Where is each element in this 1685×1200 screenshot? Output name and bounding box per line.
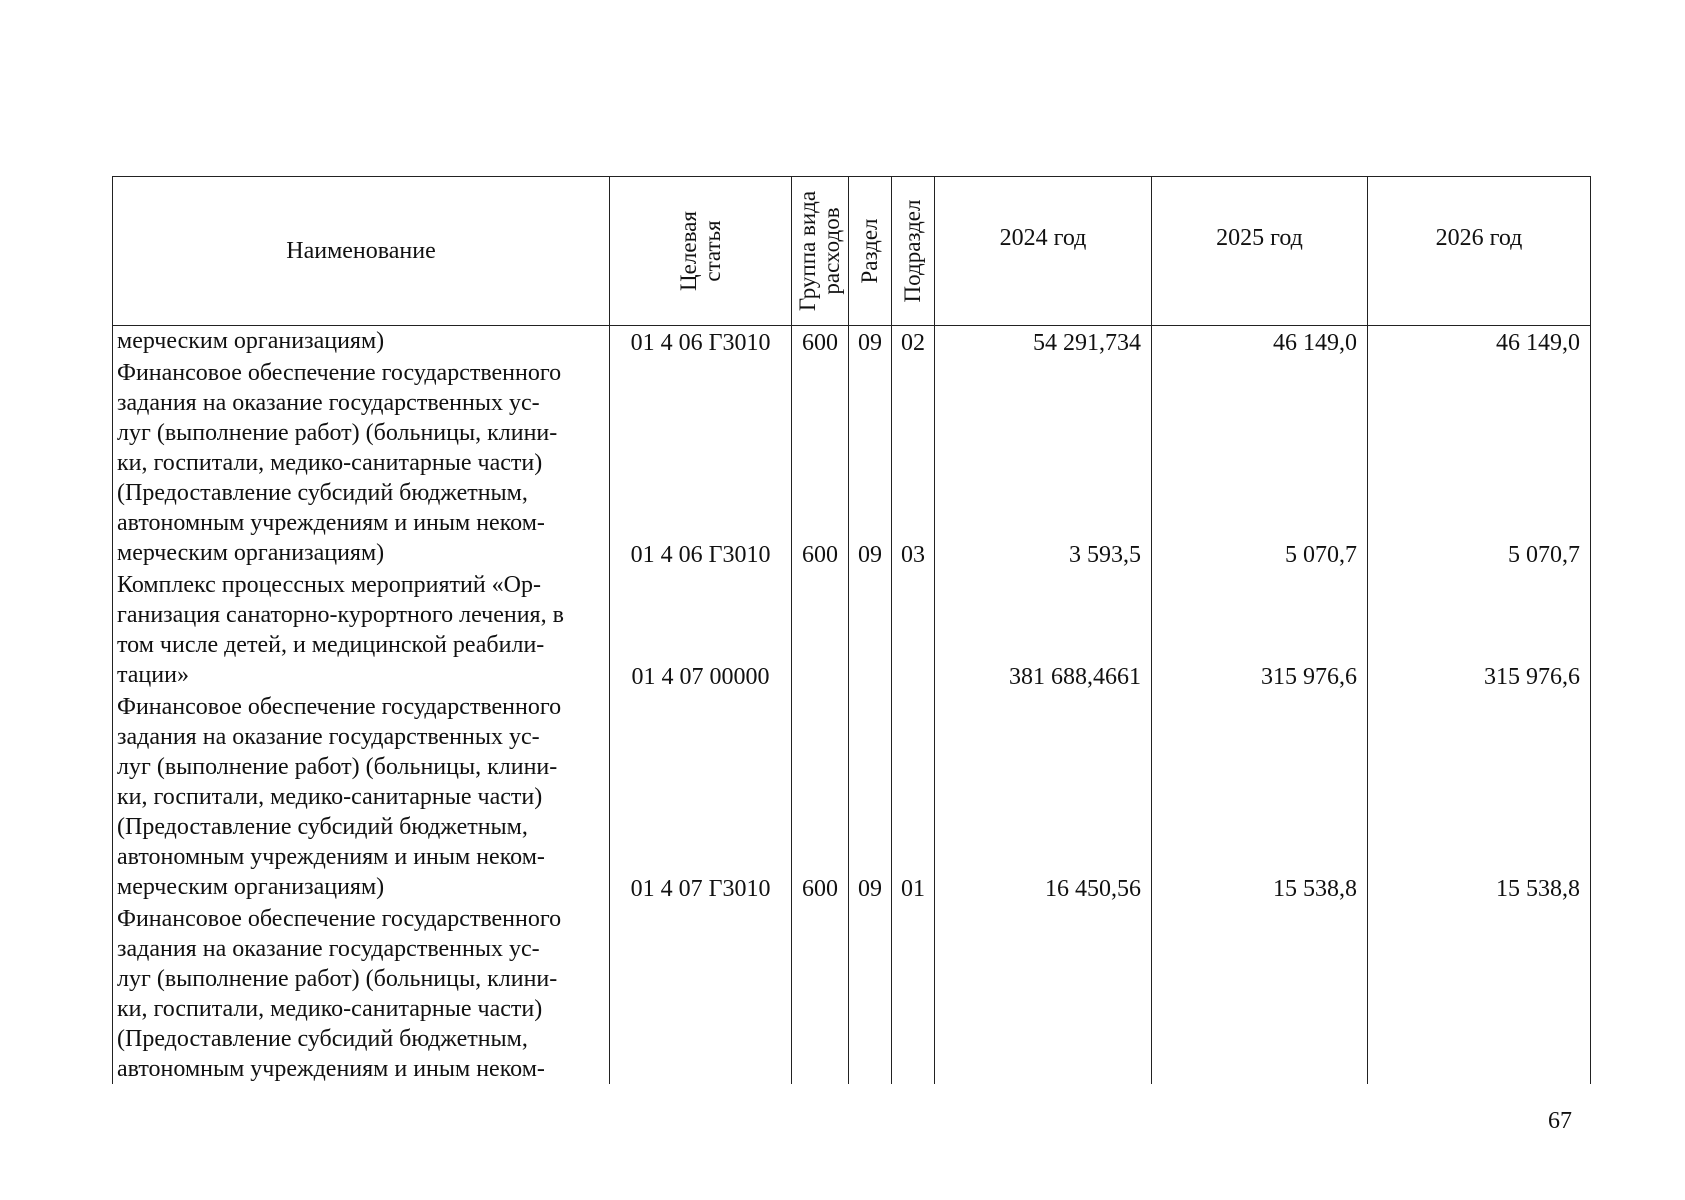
empty-cell xyxy=(849,812,892,842)
table-row xyxy=(113,722,1591,752)
empty-cell xyxy=(792,1024,849,1054)
row-section: 09 xyxy=(849,872,892,904)
empty-cell xyxy=(892,448,935,478)
row-name-line: мерческим организациям) xyxy=(113,538,610,570)
empty-cell xyxy=(792,842,849,872)
empty-cell xyxy=(935,388,1152,418)
empty-cell xyxy=(849,964,892,994)
empty-cell xyxy=(1152,630,1368,660)
empty-cell xyxy=(849,934,892,964)
row-name-line: автономным учреждениям и иным неком- xyxy=(113,1054,610,1084)
empty-cell xyxy=(1152,994,1368,1024)
row-name-line: задания на оказание государственных ус- xyxy=(113,722,610,752)
empty-cell xyxy=(610,842,792,872)
empty-cell xyxy=(610,722,792,752)
empty-cell xyxy=(935,722,1152,752)
empty-cell xyxy=(610,570,792,600)
empty-cell xyxy=(849,1024,892,1054)
row-expense-group xyxy=(792,1054,849,1084)
row-name-line: Комплекс процессных мероприятий «Ор- xyxy=(113,570,610,600)
empty-cell xyxy=(610,388,792,418)
row-expense-group: 600 xyxy=(792,326,849,359)
table-row xyxy=(113,630,1591,660)
empty-cell xyxy=(792,812,849,842)
row-target-article: 01 4 06 Г3010 xyxy=(610,538,792,570)
row-name-line: (Предоставление субсидий бюджетным, xyxy=(113,812,610,842)
table-row xyxy=(113,326,1591,359)
empty-cell xyxy=(935,752,1152,782)
empty-cell xyxy=(610,904,792,934)
header-2026: 2026 год xyxy=(1368,177,1591,326)
empty-cell xyxy=(792,782,849,812)
row-section xyxy=(849,660,892,692)
empty-cell xyxy=(1368,934,1591,964)
empty-cell xyxy=(610,964,792,994)
row-value-2024: 381 688,4661 xyxy=(935,660,1152,692)
empty-cell xyxy=(935,358,1152,388)
empty-cell xyxy=(935,934,1152,964)
row-value-2026: 5 070,7 xyxy=(1368,538,1591,570)
empty-cell xyxy=(892,388,935,418)
empty-cell xyxy=(1368,448,1591,478)
table-row xyxy=(113,782,1591,812)
empty-cell xyxy=(610,478,792,508)
empty-cell xyxy=(935,418,1152,448)
row-section: 09 xyxy=(849,538,892,570)
table-row xyxy=(113,570,1591,600)
empty-cell xyxy=(849,692,892,722)
table-row xyxy=(113,448,1591,478)
empty-cell xyxy=(935,1024,1152,1054)
table-row xyxy=(113,842,1591,872)
empty-cell xyxy=(892,358,935,388)
empty-cell xyxy=(849,904,892,934)
empty-cell xyxy=(892,782,935,812)
empty-cell xyxy=(1152,1024,1368,1054)
row-name-line: ки, госпитали, медико-санитарные части) xyxy=(113,782,610,812)
empty-cell xyxy=(849,448,892,478)
row-name-line: задания на оказание государственных ус- xyxy=(113,388,610,418)
empty-cell xyxy=(1152,722,1368,752)
table-row xyxy=(113,1024,1591,1054)
row-subsection: 01 xyxy=(892,872,935,904)
empty-cell xyxy=(610,752,792,782)
empty-cell xyxy=(792,508,849,538)
empty-cell xyxy=(792,448,849,478)
empty-cell xyxy=(1368,782,1591,812)
table-header xyxy=(113,177,1591,326)
empty-cell xyxy=(935,448,1152,478)
header-name: Наименование xyxy=(113,177,610,326)
empty-cell xyxy=(792,630,849,660)
row-section xyxy=(849,1054,892,1084)
empty-cell xyxy=(892,752,935,782)
empty-cell xyxy=(1152,600,1368,630)
empty-cell xyxy=(610,812,792,842)
row-name-line: мерческим организациям) xyxy=(113,326,610,359)
table-row xyxy=(113,752,1591,782)
empty-cell xyxy=(892,1024,935,1054)
row-target-article: 01 4 06 Г3010 xyxy=(610,326,792,359)
row-name-line: том числе детей, и медицинской реабили- xyxy=(113,630,610,660)
empty-cell xyxy=(849,722,892,752)
row-value-2024 xyxy=(935,1054,1152,1084)
empty-cell xyxy=(1368,570,1591,600)
empty-cell xyxy=(892,600,935,630)
row-name-line: луг (выполнение работ) (больницы, клини- xyxy=(113,418,610,448)
table-row xyxy=(113,872,1591,904)
table-row xyxy=(113,1054,1591,1084)
empty-cell xyxy=(610,418,792,448)
row-name-line: ки, госпитали, медико-санитарные части) xyxy=(113,994,610,1024)
empty-cell xyxy=(849,570,892,600)
empty-cell xyxy=(792,752,849,782)
empty-cell xyxy=(610,600,792,630)
empty-cell xyxy=(792,600,849,630)
row-expense-group: 600 xyxy=(792,872,849,904)
empty-cell xyxy=(1152,388,1368,418)
empty-cell xyxy=(1368,994,1591,1024)
empty-cell xyxy=(849,782,892,812)
empty-cell xyxy=(935,842,1152,872)
empty-cell xyxy=(1152,964,1368,994)
row-value-2025: 5 070,7 xyxy=(1152,538,1368,570)
row-expense-group: 600 xyxy=(792,538,849,570)
row-name-line: ганизация санаторно-курортного лечения, в xyxy=(113,600,610,630)
row-name-line: Финансовое обеспечение государственного xyxy=(113,692,610,722)
empty-cell xyxy=(610,692,792,722)
empty-cell xyxy=(1368,964,1591,994)
empty-cell xyxy=(935,692,1152,722)
empty-cell xyxy=(610,508,792,538)
row-target-article: 01 4 07 00000 xyxy=(610,660,792,692)
row-target-article xyxy=(610,1054,792,1084)
row-value-2026 xyxy=(1368,1054,1591,1084)
empty-cell xyxy=(1368,358,1591,388)
empty-cell xyxy=(892,994,935,1024)
empty-cell xyxy=(849,478,892,508)
empty-cell xyxy=(1368,630,1591,660)
empty-cell xyxy=(892,904,935,934)
table-row xyxy=(113,388,1591,418)
empty-cell xyxy=(1152,358,1368,388)
empty-cell xyxy=(1152,752,1368,782)
empty-cell xyxy=(892,478,935,508)
empty-cell xyxy=(1368,692,1591,722)
empty-cell xyxy=(792,994,849,1024)
empty-cell xyxy=(849,994,892,1024)
row-name-line: (Предоставление субсидий бюджетным, xyxy=(113,478,610,508)
empty-cell xyxy=(892,842,935,872)
empty-cell xyxy=(1152,934,1368,964)
table-row xyxy=(113,904,1591,934)
header-2024: 2024 год xyxy=(935,177,1152,326)
empty-cell xyxy=(610,934,792,964)
empty-cell xyxy=(1368,752,1591,782)
empty-cell xyxy=(849,508,892,538)
row-value-2025: 15 538,8 xyxy=(1152,872,1368,904)
table-row xyxy=(113,508,1591,538)
empty-cell xyxy=(935,994,1152,1024)
table-row xyxy=(113,994,1591,1024)
row-value-2024: 16 450,56 xyxy=(935,872,1152,904)
empty-cell xyxy=(610,782,792,812)
row-section: 09 xyxy=(849,326,892,359)
empty-cell xyxy=(1152,448,1368,478)
empty-cell xyxy=(792,964,849,994)
row-subsection: 02 xyxy=(892,326,935,359)
empty-cell xyxy=(792,934,849,964)
empty-cell xyxy=(792,358,849,388)
empty-cell xyxy=(1152,904,1368,934)
empty-cell xyxy=(792,722,849,752)
row-value-2025 xyxy=(1152,1054,1368,1084)
empty-cell xyxy=(892,812,935,842)
empty-cell xyxy=(1152,508,1368,538)
empty-cell xyxy=(849,842,892,872)
row-value-2025: 46 149,0 xyxy=(1152,326,1368,359)
empty-cell xyxy=(1368,478,1591,508)
empty-cell xyxy=(1368,904,1591,934)
row-name-line: автономным учреждениям и иным неком- xyxy=(113,842,610,872)
empty-cell xyxy=(610,1024,792,1054)
empty-cell xyxy=(1368,842,1591,872)
empty-cell xyxy=(1152,812,1368,842)
empty-cell xyxy=(610,448,792,478)
empty-cell xyxy=(1152,842,1368,872)
empty-cell xyxy=(892,722,935,752)
empty-cell xyxy=(1152,782,1368,812)
empty-cell xyxy=(935,812,1152,842)
empty-cell xyxy=(1368,722,1591,752)
row-name-line: автономным учреждениям и иным неком- xyxy=(113,508,610,538)
header-section: Раздел xyxy=(849,177,892,326)
table-row xyxy=(113,358,1591,388)
empty-cell xyxy=(1152,418,1368,448)
row-value-2024: 54 291,734 xyxy=(935,326,1152,359)
empty-cell xyxy=(849,388,892,418)
header-target-article: Целевая статья xyxy=(610,177,792,326)
empty-cell xyxy=(935,630,1152,660)
empty-cell xyxy=(935,904,1152,934)
table-row xyxy=(113,660,1591,692)
empty-cell xyxy=(792,388,849,418)
empty-cell xyxy=(792,570,849,600)
row-value-2025: 315 976,6 xyxy=(1152,660,1368,692)
row-name-line: тации» xyxy=(113,660,610,692)
table-row xyxy=(113,600,1591,630)
empty-cell xyxy=(892,934,935,964)
empty-cell xyxy=(1368,508,1591,538)
empty-cell xyxy=(1152,478,1368,508)
row-subsection xyxy=(892,1054,935,1084)
row-value-2026: 46 149,0 xyxy=(1368,326,1591,359)
empty-cell xyxy=(792,418,849,448)
header-2025: 2025 год xyxy=(1152,177,1368,326)
table-body xyxy=(113,326,1591,1085)
table-row xyxy=(113,478,1591,508)
empty-cell xyxy=(849,630,892,660)
row-value-2026: 315 976,6 xyxy=(1368,660,1591,692)
table-row xyxy=(113,538,1591,570)
empty-cell xyxy=(935,570,1152,600)
row-name-line: Финансовое обеспечение государственного xyxy=(113,904,610,934)
header-subsection: Подраздел xyxy=(892,177,935,326)
row-name-line: (Предоставление субсидий бюджетным, xyxy=(113,1024,610,1054)
empty-cell xyxy=(849,418,892,448)
empty-cell xyxy=(792,904,849,934)
row-name-line: мерческим организациям) xyxy=(113,872,610,904)
empty-cell xyxy=(892,418,935,448)
row-target-article: 01 4 07 Г3010 xyxy=(610,872,792,904)
row-name-line: луг (выполнение работ) (больницы, клини- xyxy=(113,752,610,782)
empty-cell xyxy=(1368,1024,1591,1054)
table-row xyxy=(113,934,1591,964)
empty-cell xyxy=(892,508,935,538)
page-number: 67 xyxy=(1548,1108,1572,1134)
empty-cell xyxy=(935,964,1152,994)
row-value-2024: 3 593,5 xyxy=(935,538,1152,570)
budget-table xyxy=(112,176,1591,1084)
empty-cell xyxy=(1368,812,1591,842)
empty-cell xyxy=(935,782,1152,812)
table-row xyxy=(113,418,1591,448)
row-value-2026: 15 538,8 xyxy=(1368,872,1591,904)
row-name-line: луг (выполнение работ) (больницы, клини- xyxy=(113,964,610,994)
row-expense-group xyxy=(792,660,849,692)
empty-cell xyxy=(1368,600,1591,630)
row-name-line: Финансовое обеспечение государственного xyxy=(113,358,610,388)
empty-cell xyxy=(935,600,1152,630)
empty-cell xyxy=(1152,692,1368,722)
empty-cell xyxy=(1368,418,1591,448)
empty-cell xyxy=(892,964,935,994)
empty-cell xyxy=(610,630,792,660)
row-name-line: ки, госпитали, медико-санитарные части) xyxy=(113,448,610,478)
empty-cell xyxy=(792,692,849,722)
empty-cell xyxy=(892,570,935,600)
table-row xyxy=(113,964,1591,994)
empty-cell xyxy=(1368,388,1591,418)
empty-cell xyxy=(849,752,892,782)
empty-cell xyxy=(935,508,1152,538)
table-row xyxy=(113,812,1591,842)
empty-cell xyxy=(610,358,792,388)
table-row xyxy=(113,692,1591,722)
header-expense-group: Группа вида расходов xyxy=(792,177,849,326)
empty-cell xyxy=(1152,570,1368,600)
row-subsection: 03 xyxy=(892,538,935,570)
empty-cell xyxy=(849,358,892,388)
empty-cell xyxy=(935,478,1152,508)
empty-cell xyxy=(792,478,849,508)
empty-cell xyxy=(610,994,792,1024)
empty-cell xyxy=(849,600,892,630)
empty-cell xyxy=(892,692,935,722)
empty-cell xyxy=(892,630,935,660)
row-subsection xyxy=(892,660,935,692)
row-name-line: задания на оказание государственных ус- xyxy=(113,934,610,964)
